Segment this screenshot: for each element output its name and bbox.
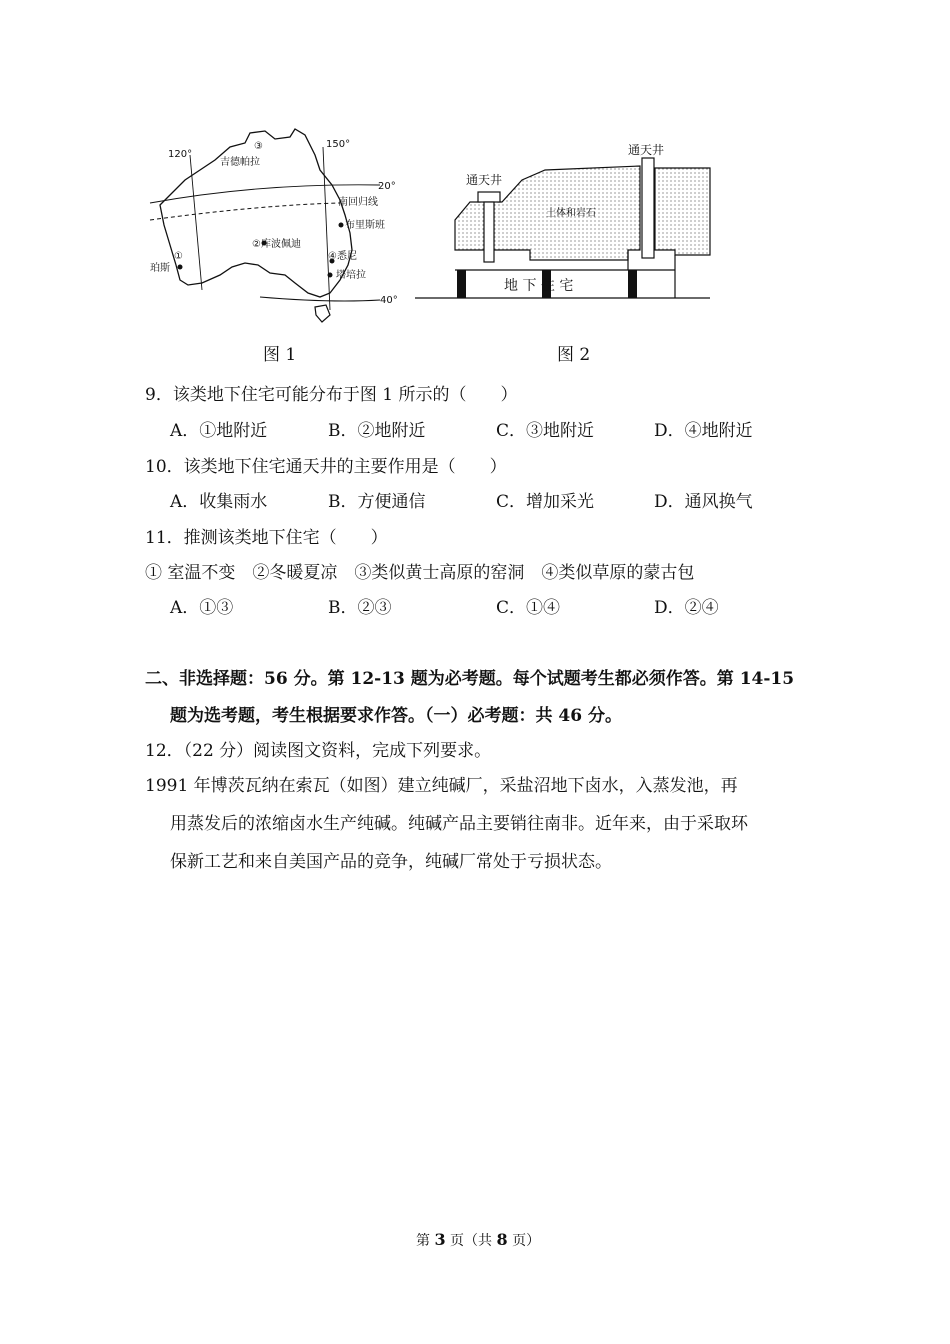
pillar-3 [628,270,637,298]
q10-option-a: A．收集雨水 [170,492,268,512]
q10-option-d: D．通风换气 [654,492,753,512]
left-shaft [484,202,494,262]
figure-2-caption: 图 2 [557,345,591,365]
left-shaft-cap [478,192,500,202]
label-gurdian: 吉德帕拉 [220,157,260,168]
footer-total-pages: 8 [496,1230,508,1249]
footer-page-number: 3 [434,1230,446,1249]
footer-pre: 第 [416,1233,435,1249]
dwelling-section-svg [410,140,715,305]
soil-right [655,168,710,255]
label-sydney: ④悉尼 [328,251,357,262]
question-12-para-line1: 1991 年博茨瓦纳在索瓦（如图）建立纯碱厂，采盐沼地下卤水，入蒸发池，再 [145,776,738,796]
page-footer [416,1230,540,1250]
right-shaft [642,158,654,258]
label-perth: 珀斯 [150,263,170,274]
figure-2-diagram [410,140,715,305]
pillar-1 [457,270,466,298]
label-soil: 土体和岩石 [546,208,596,219]
section-2-heading-line1: 二、非选择题：56 分。第 12-13 题为必考题。每个试题考生都必须作答。第 14-15 [145,669,795,689]
label-tropic: 南回归线 [338,197,378,208]
label-40: 40° [380,295,398,306]
label-left-shaft: 通天井 [466,173,503,187]
meridian-120 [190,155,202,290]
question-10-stem: 10．该类地下住宅通天井的主要作用是（ ） [145,457,507,477]
label-brisbane: 布里斯班 [345,220,385,231]
q9-option-c: C．③地附近 [496,421,595,441]
q9-option-a: A．①地附近 [170,421,268,441]
figure-1-map [140,125,405,325]
label-num1: ① [174,251,183,262]
question-12-stem: 12．（22 分）阅读图文资料，完成下列要求。 [145,741,492,761]
tropic-line [150,203,340,220]
footer-post: 页） [507,1233,541,1249]
label-150: 150° [326,139,351,150]
q11-option-d: D．②④ [654,598,719,618]
perth-dot [178,265,183,270]
question-12-para-line3: 保新工艺和来自美国产品的竞争，纯碱厂常处于亏损状态。 [170,852,612,872]
question-11-sub: ① 室温不变 ②冬暖夏凉 ③类似黄士高原的窑洞 ④类似草原的蒙古包 [145,563,695,583]
q11-option-b: B．②③ [328,598,392,618]
label-coober: ②库波佩迪 [252,239,301,250]
label-tamworth: 塔培拉 [336,270,366,281]
footer-mid: 页（共 [445,1233,497,1249]
question-12-para-line2: 用蒸发后的浓缩卤水生产纯碱。纯碱产品主要销往南非。近年来，由于采取环 [170,814,748,834]
question-11-stem: 11．推测该类地下住宅（ ） [145,528,388,548]
q10-option-c: C．增加采光 [496,492,595,512]
meridian-150 [323,147,330,310]
label-num3: ③ [254,141,263,152]
q9-option-d: D．④地附近 [654,421,753,441]
q10-option-b: B．方便通信 [328,492,426,512]
label-right-shaft: 通天井 [628,143,665,157]
q11-option-c: C．①④ [496,598,561,618]
label-120: 120° [168,149,193,160]
label-house: 地 下 住 宅 [504,278,574,294]
label-20: 20° [378,181,396,192]
q9-option-b: B．②地附近 [328,421,426,441]
brisbane-dot [339,223,344,228]
section-2-heading-line2: 题为选考题，考生根据要求作答。（一）必考题：共 46 分。 [170,706,622,726]
australia-map-svg [140,125,405,325]
question-9-stem: 9．该类地下住宅可能分布于图 1 所示的（ ） [145,385,518,405]
tamworth-dot [328,273,333,278]
tasmania-outline [315,305,330,322]
q11-option-a: A．①③ [170,598,234,618]
figure-1-caption: 图 1 [263,345,297,365]
